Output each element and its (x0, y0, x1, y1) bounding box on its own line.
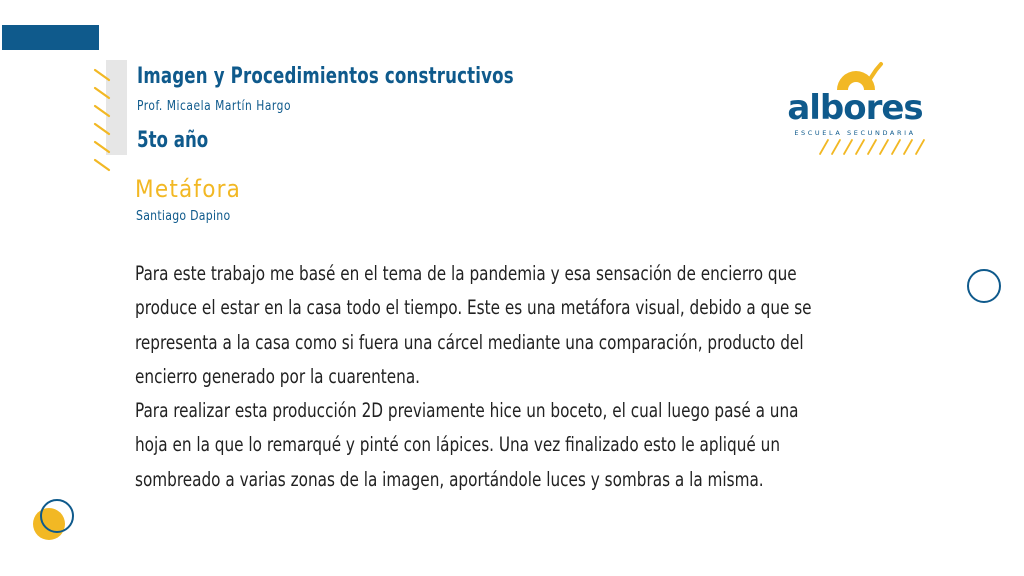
description-text (135, 257, 822, 497)
professor-name: Prof. Micaela Martín Hargo (137, 98, 292, 114)
grade-label: 5to año (137, 128, 209, 153)
overlapping-circles-icon (30, 497, 80, 547)
course-title: Imagen y Procedimientos constructivos (137, 64, 514, 89)
paragraph-1: Para este trabajo me basé en el tema de la pandemia y esa sensación de encierro que produce el estar en la casa todo el tiempo. Este es una metáfora visual, debido a que se representa a la casa como si fuera una cárcel mediante una comparación, producto del encierro generado por la cuarentena. (135, 262, 812, 388)
author-name: Santiago Dapino (136, 208, 231, 224)
paragraph-2: Para realizar esta producción 2D previamente hice un boceto, el cual luego pasé a una hoja en la que lo remarqué y pinté con lápices. Una vez finalizado esto le apliqué un sombreado a varias zonas de la imagen, aportándole luces y sombras a la misma. (135, 399, 799, 491)
albores-logo (780, 52, 930, 160)
work-title: Metáfora (135, 175, 242, 203)
logo-hatch (820, 140, 924, 154)
top-blue-bar (2, 25, 99, 50)
logo-check (868, 64, 881, 82)
logo-name: albores (787, 88, 923, 128)
ring-icon (966, 268, 1002, 304)
logo-tagline: ESCUELA SECUNDARIA (794, 129, 916, 137)
diagonal-hatch-icon (92, 66, 122, 174)
